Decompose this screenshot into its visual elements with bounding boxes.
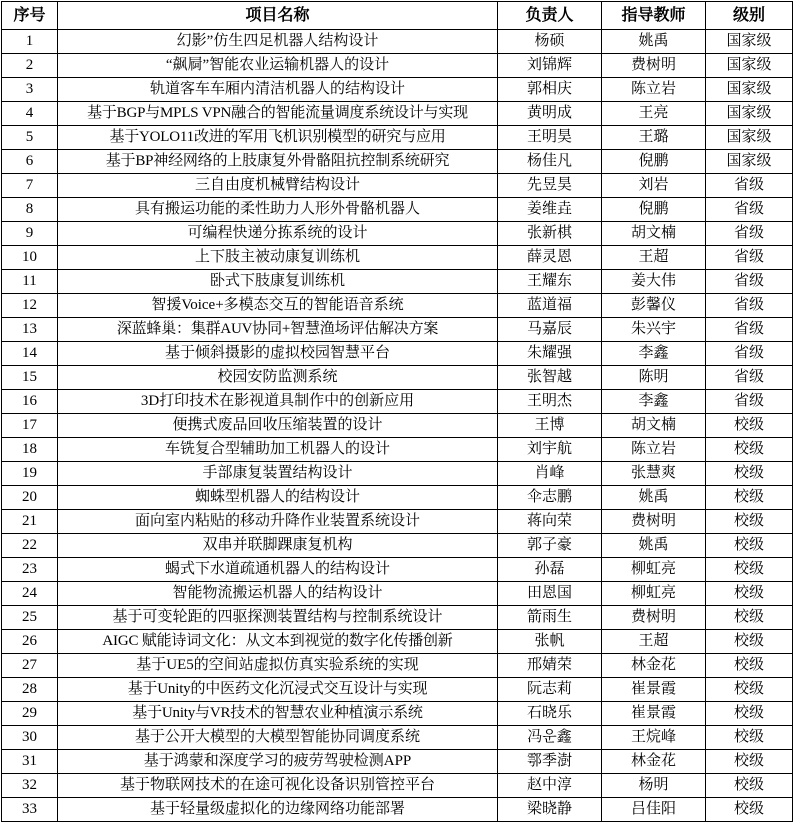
cell-leader: 马嘉辰 [498, 318, 602, 342]
cell-level: 省级 [706, 222, 793, 246]
cell-no: 22 [2, 534, 58, 558]
cell-project-name: 基于YOLO11改进的军用飞机识别模型的研究与应用 [58, 126, 498, 150]
cell-no: 4 [2, 102, 58, 126]
cell-leader: 蒋向荣 [498, 510, 602, 534]
cell-leader: 邢婧荣 [498, 654, 602, 678]
cell-project-name: 基于轻量级虚拟化的边缘网络功能部署 [58, 798, 498, 822]
table-row [2, 414, 793, 438]
cell-advisor: 张慧爽 [602, 462, 706, 486]
table-row [2, 318, 793, 342]
table-row [2, 78, 793, 102]
cell-project-name: 蝎式下水道疏通机器人的结构设计 [58, 558, 498, 582]
cell-no: 11 [2, 270, 58, 294]
cell-advisor: 姚禹 [602, 486, 706, 510]
cell-leader: 田恩国 [498, 582, 602, 606]
cell-advisor: 倪鹏 [602, 198, 706, 222]
table-row [2, 678, 793, 702]
cell-project-name: 基于可变轮距的四驱探测装置结构与控制系统设计 [58, 606, 498, 630]
cell-level: 校级 [706, 534, 793, 558]
cell-level: 校级 [706, 702, 793, 726]
cell-project-name: AIGC 赋能诗词文化：从文本到视觉的数字化传播创新 [58, 630, 498, 654]
table-row [2, 750, 793, 774]
table-row [2, 486, 793, 510]
cell-level: 校级 [706, 606, 793, 630]
cell-leader: 鄠季澍 [498, 750, 602, 774]
cell-leader: 张新棋 [498, 222, 602, 246]
cell-level: 省级 [706, 342, 793, 366]
cell-level: 校级 [706, 462, 793, 486]
cell-project-name: 基于BP神经网络的上肢康复外骨骼阻抗控制系统研究 [58, 150, 498, 174]
cell-leader: 朱耀强 [498, 342, 602, 366]
cell-project-name: 基于物联网技术的在途可视化设备识别管控平台 [58, 774, 498, 798]
cell-leader: 杨硕 [498, 30, 602, 54]
cell-leader: 孙磊 [498, 558, 602, 582]
cell-advisor: 王超 [602, 630, 706, 654]
cell-level: 省级 [706, 318, 793, 342]
cell-advisor: 费树明 [602, 510, 706, 534]
table-row [2, 270, 793, 294]
cell-leader: 蓝道福 [498, 294, 602, 318]
cell-project-name: 基于鸿蒙和深度学习的疲劳驾驶检测APP [58, 750, 498, 774]
table-header [2, 2, 793, 30]
cell-advisor: 费树明 [602, 54, 706, 78]
cell-no: 15 [2, 366, 58, 390]
table-row [2, 438, 793, 462]
cell-level: 省级 [706, 198, 793, 222]
cell-no: 23 [2, 558, 58, 582]
cell-no: 21 [2, 510, 58, 534]
table-row [2, 534, 793, 558]
cell-leader: 阮志莉 [498, 678, 602, 702]
cell-level: 国家级 [706, 102, 793, 126]
cell-no: 24 [2, 582, 58, 606]
cell-leader: 张帆 [498, 630, 602, 654]
cell-project-name: 双串并联脚踝康复机构 [58, 534, 498, 558]
cell-level: 校级 [706, 774, 793, 798]
cell-advisor: 林金花 [602, 654, 706, 678]
cell-level: 校级 [706, 654, 793, 678]
cell-no: 12 [2, 294, 58, 318]
cell-no: 14 [2, 342, 58, 366]
cell-project-name: 上下肢主被动康复训练机 [58, 246, 498, 270]
table-row [2, 198, 793, 222]
cell-no: 25 [2, 606, 58, 630]
cell-advisor: 李鑫 [602, 390, 706, 414]
project-table-container [0, 1, 793, 822]
cell-advisor: 林金花 [602, 750, 706, 774]
cell-advisor: 陈立岩 [602, 438, 706, 462]
cell-advisor: 彭馨仪 [602, 294, 706, 318]
cell-level: 校级 [706, 438, 793, 462]
cell-advisor: 王超 [602, 246, 706, 270]
project-table [1, 1, 793, 822]
cell-level: 校级 [706, 486, 793, 510]
cell-leader: 郭相庆 [498, 78, 602, 102]
cell-leader: 王明昊 [498, 126, 602, 150]
table-row [2, 462, 793, 486]
cell-level: 校级 [706, 750, 793, 774]
cell-no: 30 [2, 726, 58, 750]
cell-level: 省级 [706, 390, 793, 414]
table-row [2, 342, 793, 366]
cell-project-name: 校园安防监测系统 [58, 366, 498, 390]
table-row [2, 294, 793, 318]
table-row [2, 126, 793, 150]
cell-leader: 王博 [498, 414, 602, 438]
cell-advisor: 柳虹亮 [602, 558, 706, 582]
cell-advisor: 姚禹 [602, 534, 706, 558]
table-row [2, 150, 793, 174]
cell-level: 省级 [706, 270, 793, 294]
table-row [2, 30, 793, 54]
cell-advisor: 吕佳阳 [602, 798, 706, 822]
column-header-leader: 负责人 [498, 2, 602, 30]
cell-advisor: 崔景霞 [602, 678, 706, 702]
cell-project-name: 深蓝蜂巢：集群AUV协同+智慧渔场评估解决方案 [58, 318, 498, 342]
cell-project-name: 具有搬运功能的柔性助力人形外骨骼机器人 [58, 198, 498, 222]
cell-no: 1 [2, 30, 58, 54]
cell-no: 5 [2, 126, 58, 150]
cell-leader: 刘宇航 [498, 438, 602, 462]
cell-advisor: 刘岩 [602, 174, 706, 198]
cell-leader: 郭子豪 [498, 534, 602, 558]
table-row [2, 702, 793, 726]
cell-project-name: 轨道客车车厢内清洁机器人的结构设计 [58, 78, 498, 102]
cell-level: 国家级 [706, 54, 793, 78]
table-row [2, 774, 793, 798]
cell-no: 8 [2, 198, 58, 222]
cell-no: 17 [2, 414, 58, 438]
cell-advisor: 胡文楠 [602, 222, 706, 246]
table-row [2, 606, 793, 630]
cell-project-name: 面向室内粘贴的移动升降作业装置系统设计 [58, 510, 498, 534]
table-row [2, 390, 793, 414]
cell-level: 国家级 [706, 78, 793, 102]
cell-project-name: 可编程快递分拣系统的设计 [58, 222, 498, 246]
cell-project-name: 卧式下肢康复训练机 [58, 270, 498, 294]
cell-level: 省级 [706, 366, 793, 390]
cell-leader: 箭雨生 [498, 606, 602, 630]
cell-no: 32 [2, 774, 58, 798]
cell-level: 省级 [706, 174, 793, 198]
cell-project-name: 3D打印技术在影视道具制作中的创新应用 [58, 390, 498, 414]
table-row [2, 222, 793, 246]
cell-leader: 王明杰 [498, 390, 602, 414]
cell-no: 10 [2, 246, 58, 270]
table-row [2, 630, 793, 654]
cell-leader: 伞志鹏 [498, 486, 602, 510]
cell-project-name: 智能物流搬运机器人的结构设计 [58, 582, 498, 606]
cell-advisor: 王烷峰 [602, 726, 706, 750]
cell-advisor: 倪鹏 [602, 150, 706, 174]
cell-no: 9 [2, 222, 58, 246]
table-row [2, 246, 793, 270]
cell-leader: 石晓乐 [498, 702, 602, 726]
cell-level: 国家级 [706, 30, 793, 54]
cell-advisor: 费树明 [602, 606, 706, 630]
cell-leader: 刘锦辉 [498, 54, 602, 78]
cell-leader: 张智越 [498, 366, 602, 390]
cell-no: 20 [2, 486, 58, 510]
cell-no: 19 [2, 462, 58, 486]
column-header-level: 级别 [706, 2, 793, 30]
table-header-row [2, 2, 793, 30]
cell-no: 26 [2, 630, 58, 654]
cell-level: 省级 [706, 294, 793, 318]
cell-project-name: 基于Unity的中医药文化沉浸式交互设计与实现 [58, 678, 498, 702]
cell-level: 校级 [706, 558, 793, 582]
cell-project-name: 便携式废品回收压缩装置的设计 [58, 414, 498, 438]
cell-leader: 先昱昊 [498, 174, 602, 198]
column-header-advisor: 指导教师 [602, 2, 706, 30]
cell-no: 2 [2, 54, 58, 78]
cell-leader: 王耀东 [498, 270, 602, 294]
cell-project-name: 智援Voice+多模态交互的智能语音系统 [58, 294, 498, 318]
cell-advisor: 陈立岩 [602, 78, 706, 102]
cell-leader: 杨佳凡 [498, 150, 602, 174]
cell-no: 33 [2, 798, 58, 822]
cell-advisor: 朱兴宇 [602, 318, 706, 342]
cell-advisor: 王亮 [602, 102, 706, 126]
column-header-project-name: 项目名称 [58, 2, 498, 30]
cell-level: 校级 [706, 726, 793, 750]
cell-project-name: 三自由度机械臂结构设计 [58, 174, 498, 198]
table-row [2, 654, 793, 678]
cell-project-name: 蜘蛛型机器人的结构设计 [58, 486, 498, 510]
cell-leader: 赵中淳 [498, 774, 602, 798]
cell-leader: 黄明成 [498, 102, 602, 126]
cell-project-name: 手部康复装置结构设计 [58, 462, 498, 486]
cell-no: 6 [2, 150, 58, 174]
cell-level: 校级 [706, 582, 793, 606]
cell-advisor: 李鑫 [602, 342, 706, 366]
cell-level: 国家级 [706, 150, 793, 174]
cell-level: 省级 [706, 246, 793, 270]
table-row [2, 510, 793, 534]
cell-level: 校级 [706, 510, 793, 534]
table-row [2, 54, 793, 78]
cell-no: 28 [2, 678, 58, 702]
cell-leader: 冯운鑫 [498, 726, 602, 750]
cell-advisor: 姚禹 [602, 30, 706, 54]
cell-project-name: 车铣复合型辅助加工机器人的设计 [58, 438, 498, 462]
cell-no: 3 [2, 78, 58, 102]
cell-project-name: “飙屙”智能农业运输机器人的设计 [58, 54, 498, 78]
cell-leader: 姜维垚 [498, 198, 602, 222]
cell-level: 校级 [706, 630, 793, 654]
cell-advisor: 王璐 [602, 126, 706, 150]
cell-no: 16 [2, 390, 58, 414]
cell-no: 29 [2, 702, 58, 726]
cell-no: 7 [2, 174, 58, 198]
column-header-no: 序号 [2, 2, 58, 30]
cell-advisor: 姜大伟 [602, 270, 706, 294]
table-row [2, 726, 793, 750]
cell-no: 18 [2, 438, 58, 462]
cell-level: 校级 [706, 678, 793, 702]
cell-advisor: 柳虹亮 [602, 582, 706, 606]
cell-no: 13 [2, 318, 58, 342]
cell-no: 27 [2, 654, 58, 678]
table-row [2, 582, 793, 606]
cell-level: 国家级 [706, 126, 793, 150]
cell-advisor: 杨明 [602, 774, 706, 798]
cell-no: 31 [2, 750, 58, 774]
cell-advisor: 胡文楠 [602, 414, 706, 438]
cell-advisor: 陈明 [602, 366, 706, 390]
cell-project-name: 基于公开大模型的大模型智能协同调度系统 [58, 726, 498, 750]
table-row [2, 366, 793, 390]
cell-project-name: 基于倾斜摄影的虚拟校园智慧平台 [58, 342, 498, 366]
cell-level: 校级 [706, 798, 793, 822]
cell-project-name: 幻影”仿生四足机器人结构设计 [58, 30, 498, 54]
table-body [2, 30, 793, 822]
cell-leader: 薛灵恩 [498, 246, 602, 270]
cell-leader: 梁晓静 [498, 798, 602, 822]
cell-project-name: 基于Unity与VR技术的智慧农业种植演示系统 [58, 702, 498, 726]
cell-leader: 肖峰 [498, 462, 602, 486]
table-row [2, 102, 793, 126]
cell-project-name: 基于UE5的空间站虚拟仿真实验系统的实现 [58, 654, 498, 678]
cell-level: 校级 [706, 414, 793, 438]
cell-project-name: 基于BGP与MPLS VPN融合的智能流量调度系统设计与实现 [58, 102, 498, 126]
cell-advisor: 崔景霞 [602, 702, 706, 726]
table-row [2, 174, 793, 198]
table-row [2, 558, 793, 582]
